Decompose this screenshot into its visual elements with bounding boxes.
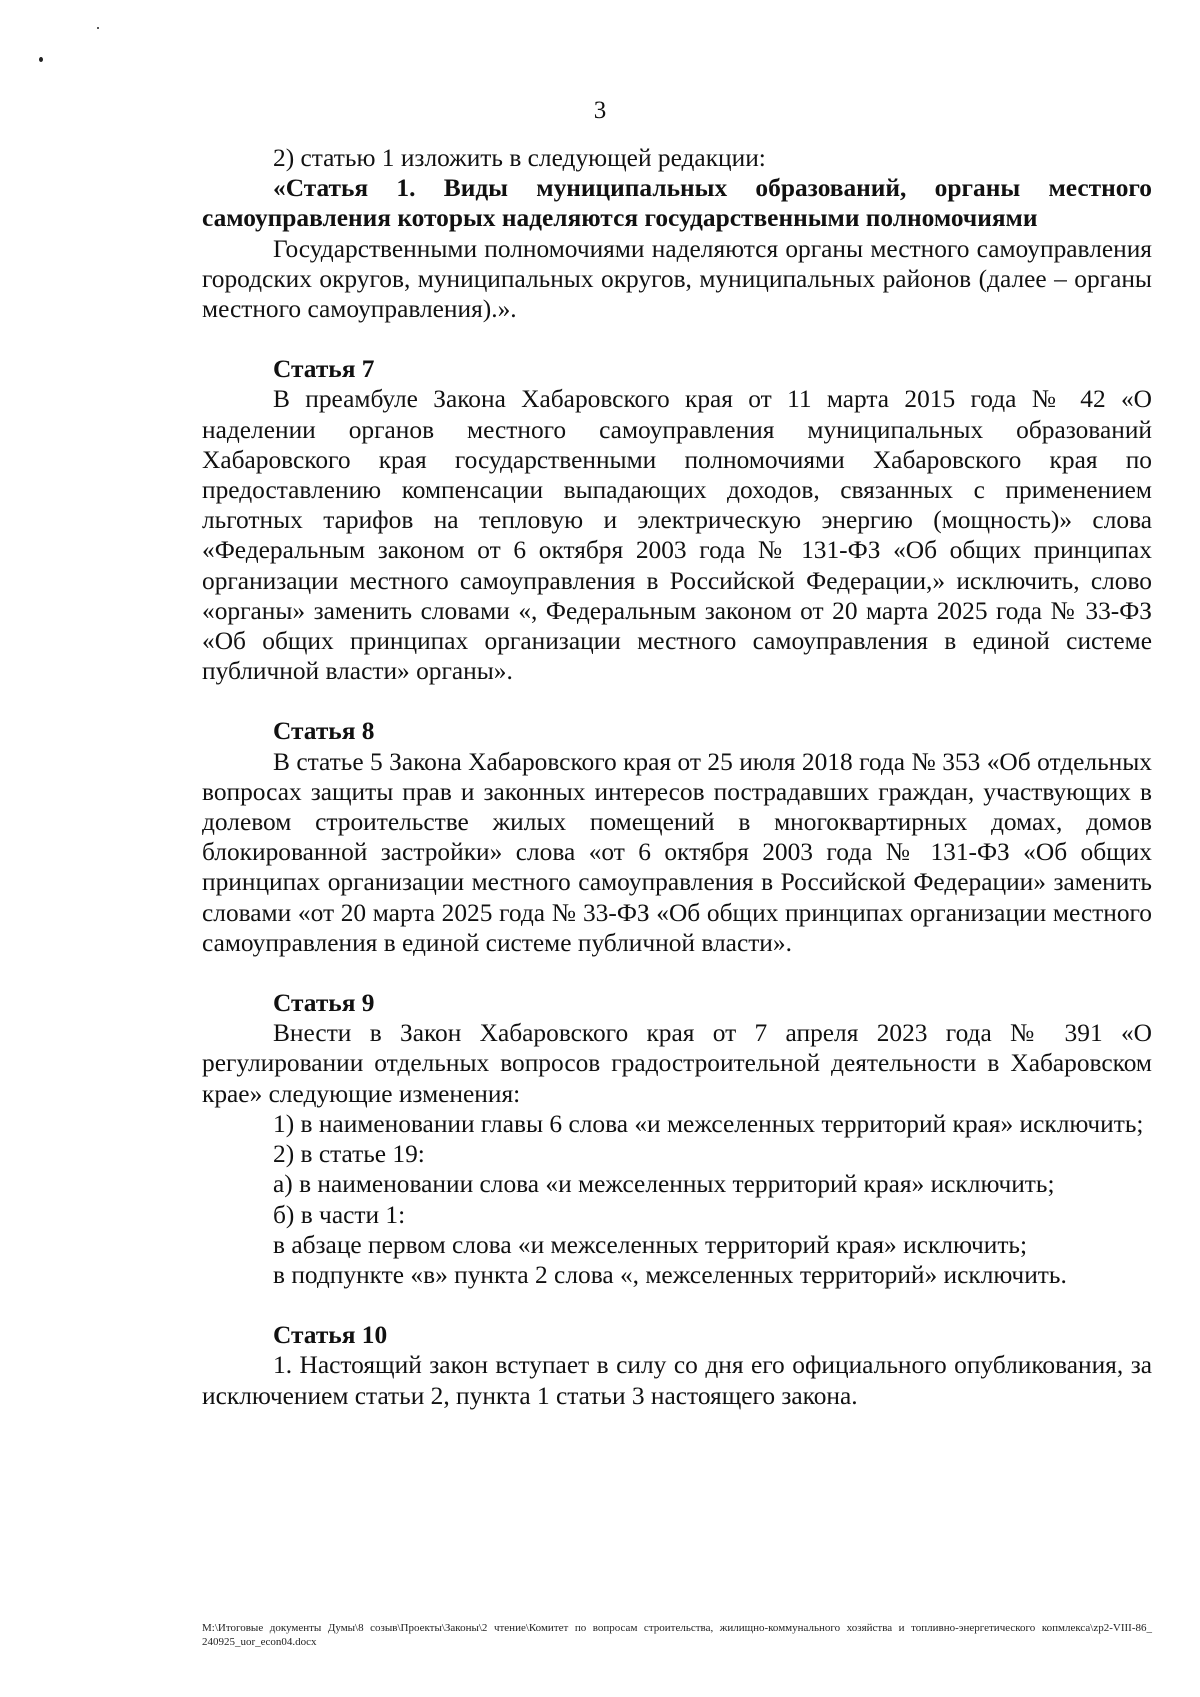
scan-speck [39,57,43,62]
paragraph-article-9-intro: Внести в Закон Хабаровского края от 7 апреля 2023 года № 391 «О регулировании отдельных вопросов градостроительной деятельности в Хабаровском крае» следующие изменения: [202,1019,1152,1108]
paragraph-article-7: В преамбуле Закона Хабаровского края от 11 марта 2015 года № 42 «О наделении органов местного самоуправления муниципальных образований Хабаровского края государственными полномочиями Хабаровского края по предоставлению компенсации выпадающих доходов, связанных с применением льготных тарифов на тепловую и электрическую энергию (мощность)» слова «Федеральным законом от 6 октября 2003 года № 131-ФЗ «Об общих принципах организации местного самоуправления в Российской Федерации,» исключить, слово «органы» заменить словами «, Федеральным законом от 20 марта 2025 года № 33-ФЗ «Об общих принципах организации местного самоуправления в единой системе публичной власти» органы». [202,385,1152,686]
article-10-heading: Статья 10 [273,1321,388,1350]
list-item-article-9-2b-second: в подпункте «в» пункта 2 слова «, межселенных территорий» исключить. [273,1260,1067,1289]
paragraph-article-8: В статье 5 Закона Хабаровского края от 25 июля 2018 года № 353 «Об отдельных вопросах защиты прав и законных интересов пострадавших граждан, участвующих в долевом строительстве жилых помещений в многоквартирных домах, домов блокированной застройки» слова «от 6 октября 2003 года № 131-ФЗ «Об общих принципах организации местного самоуправления в Российской Федерации» заменить словами «от 20 марта 2025 года № 33-ФЗ «Об общих принципах организации местного самоуправления в единой системе публичной власти». [202,747,1152,957]
list-item-article-9-2b: б) в части 1: [273,1200,406,1229]
article-8-heading: Статья 8 [273,717,375,746]
paragraph-article-1-text: Государственными полномочиями наделяются органы местного самоуправления городских округов, муниципальных округов, муниципальных районов (далее – органы местного самоуправления).». [202,234,1152,324]
article-1-heading: «Статья 1. Виды муниципальных образований, органы местного самоуправления которых наделяются государственными полномочиями [202,174,1152,233]
scan-speck [97,27,99,29]
list-item-article-9-1: 1) в наименовании главы 6 слова «и межселенных территорий края» исключить; [273,1109,1144,1138]
file-path-footer: M:\Итоговые документы Думы\8 созыв\Проекты\Законы\2 чтение\Комитет по вопросам строительства, жилищно-коммунального хозяйства и топливно-энергетического копмлекса\zp2-VIII-86_ 240925_uor_econ04.docx [202,1622,1152,1648]
paragraph-article-10: 1. Настоящий закон вступает в силу со дня его официального опубликования, за исключением статьи 2, пункта 1 статьи 3 настоящего закона. [202,1351,1152,1410]
article-9-heading: Статья 9 [273,989,375,1018]
list-item-article-9-2b-first: в абзаце первом слова «и межселенных территорий края» исключить; [273,1230,1028,1259]
list-item-article-9-2: 2) в статье 19: [273,1140,425,1169]
document-body [202,143,1152,1411]
page-number: 3 [593,97,607,124]
list-item-article-9-2a: а) в наименовании слова «и межселенных территорий края» исключить; [273,1170,1055,1199]
article-7-heading: Статья 7 [273,355,375,384]
paragraph-amendment-intro: 2) статью 1 изложить в следующей редакции: [273,144,766,172]
